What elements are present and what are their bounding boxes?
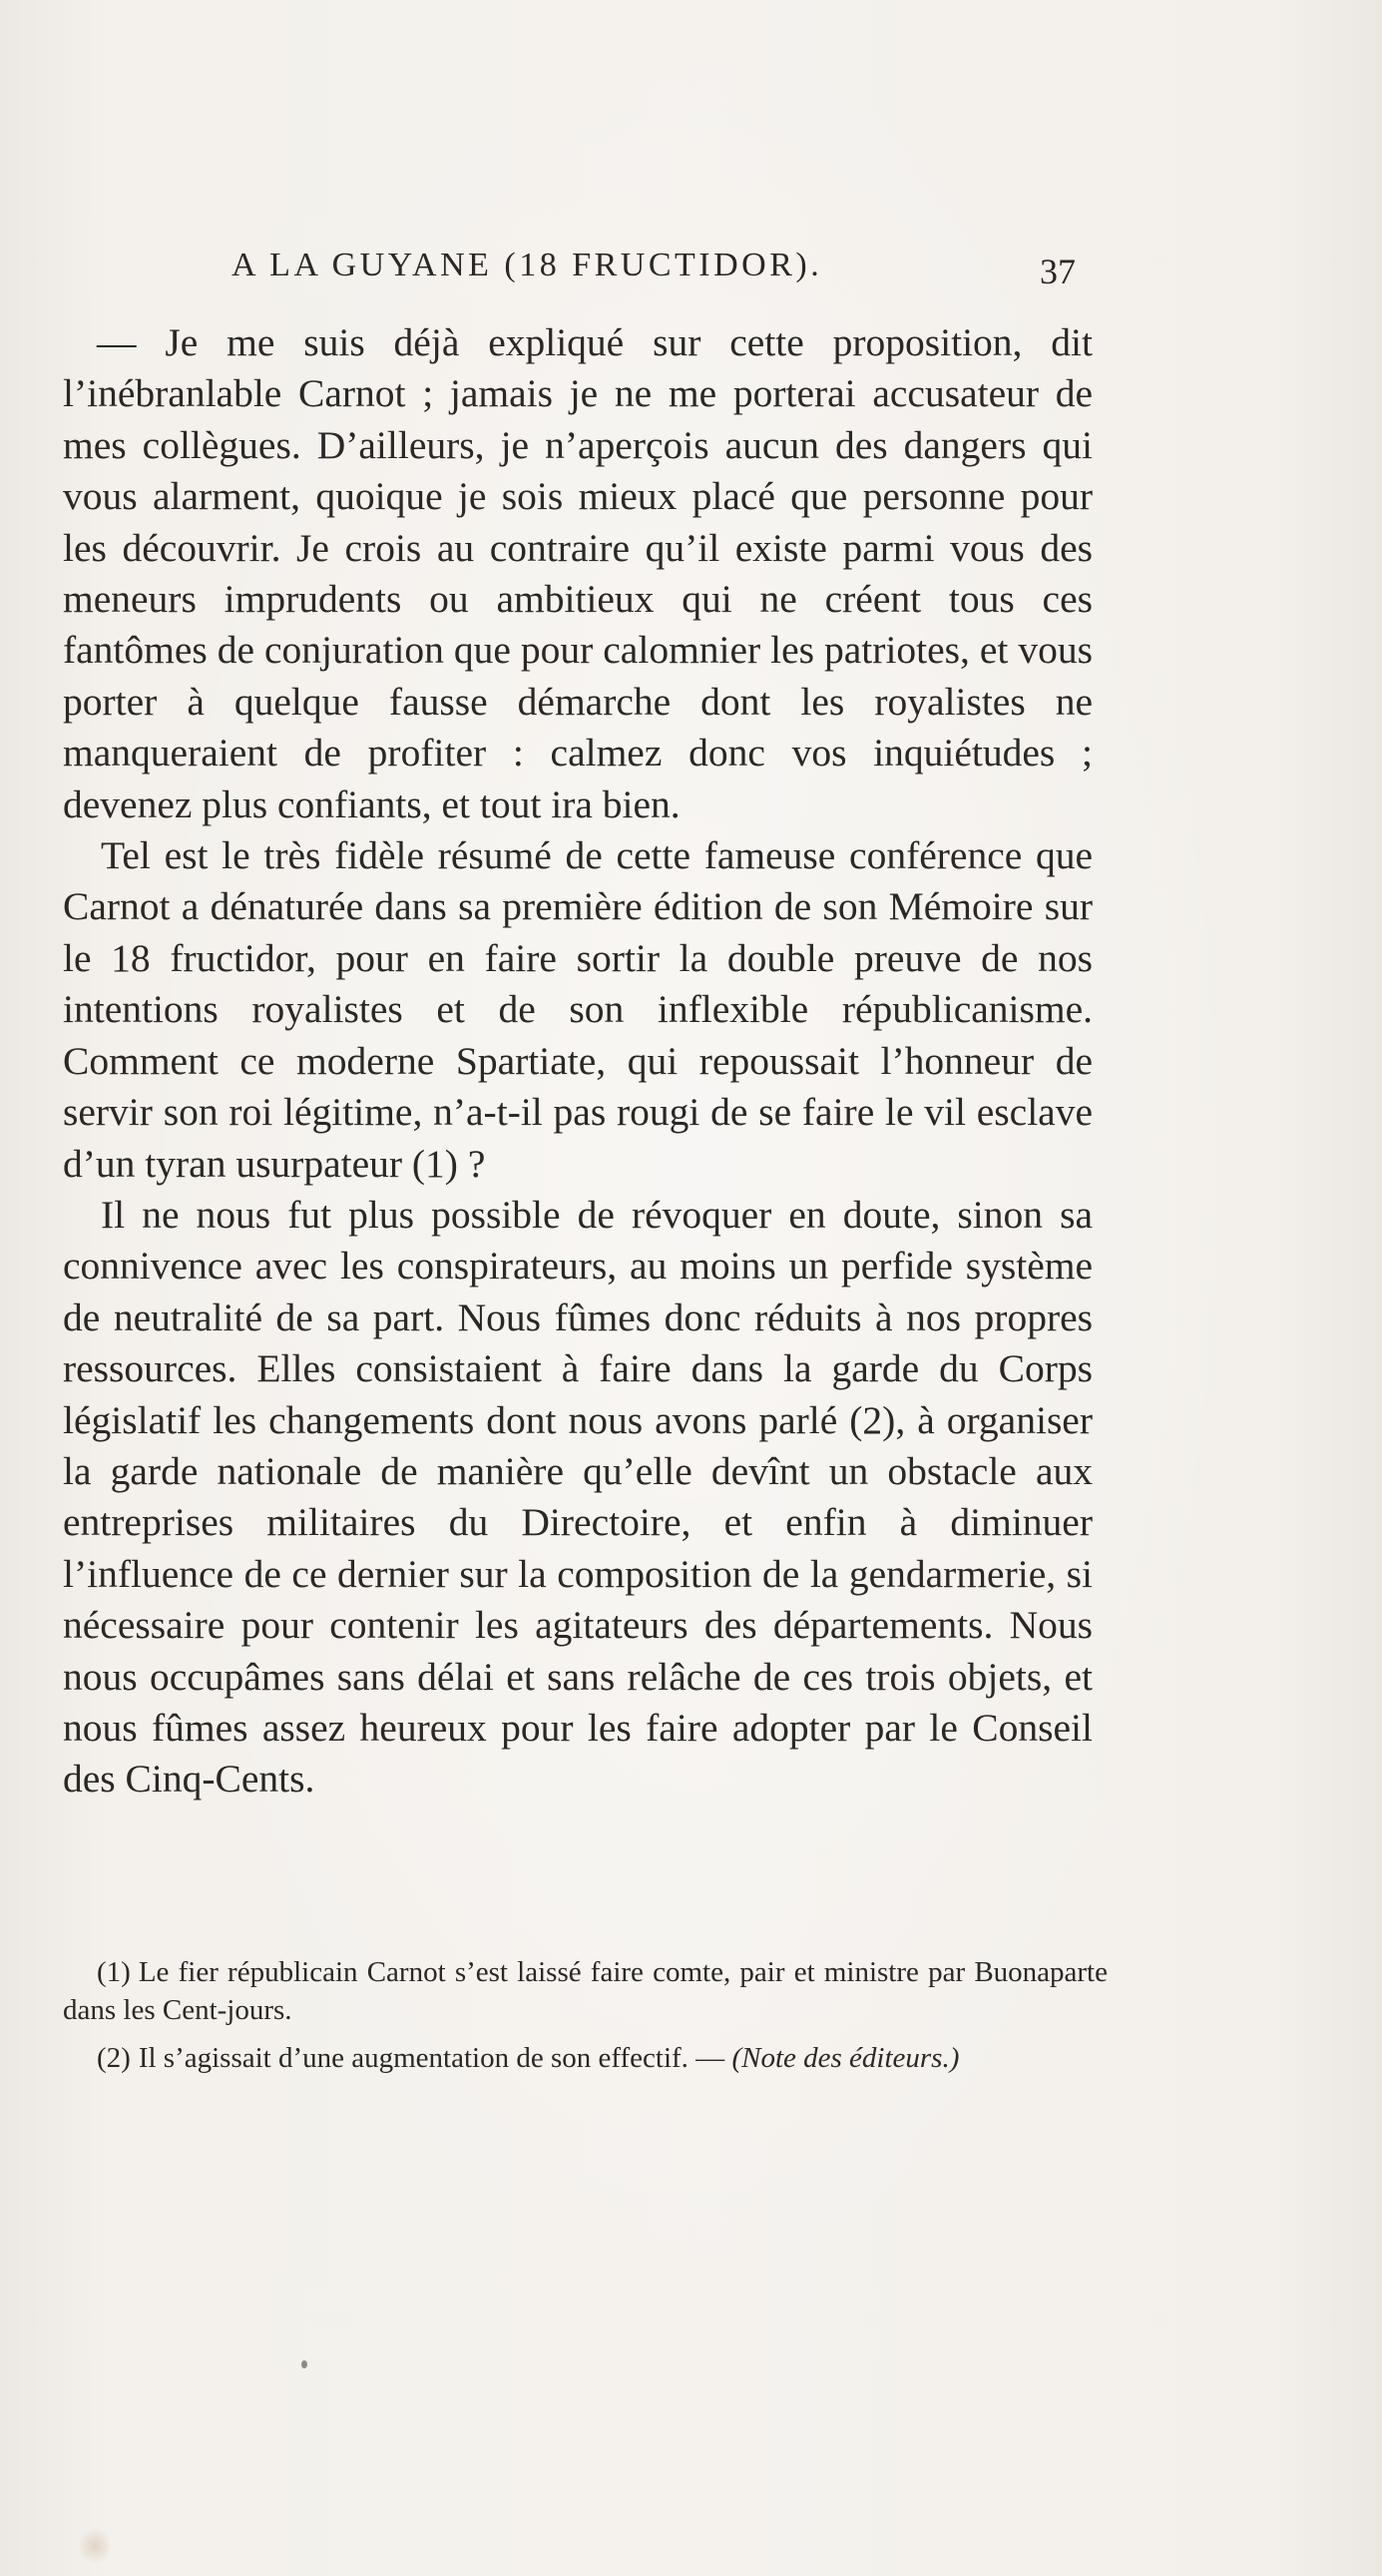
footnote-1 (63, 1953, 1108, 2029)
paragraph-carnot-reply: — Je me suis déjà expliqué sur cette proposition, dit l’inébranlable Carnot ; jamais je ne me porterai accusateur de mes collègues. D’ailleurs, je n’aperçois aucun des dangers qui vous alarment, quoique je sois mieux placé que personne pour les découvrir. Je crois au contraire qu’il existe parmi vous des meneurs imprudents ou ambitieux qui ne créent tous ces fantômes de conjuration que pour calomnier les patriotes, et vous porter à quelque fausse démarche dont les royalistes ne manqueraient de profiter : calmez donc vos inquiétudes ; devenez plus confiants, et tout ira bien. (63, 320, 1093, 826)
body-text (63, 317, 1093, 1805)
paper-stain (80, 2525, 110, 2567)
ink-speck (301, 2360, 307, 2368)
footnote-1-marker: (1) (97, 1956, 131, 1988)
footnotes (63, 1953, 1108, 2087)
footnote-2-marker: (2) (97, 2042, 131, 2074)
footnote-1-text: Le fier républicain Carnot s’est laissé faire comte, pair et ministre par Buonaparte dans les Cent-jours. (63, 1956, 1108, 2026)
footnote-2-text: Il s’agissait d’une augmentation de son effectif. — (138, 2042, 725, 2074)
running-head (231, 247, 1076, 296)
running-title: A LA GUYANE (18 FRUCTIDOR). (231, 247, 823, 283)
footnote-2 (63, 2039, 1108, 2077)
page-number: 37 (1040, 252, 1076, 291)
paragraph-own-resources: Il ne nous fut plus possible de révoquer en doute, sinon sa connivence avec les conspirateurs, au moins un perfide système de neutralité de sa part. Nous fûmes donc réduits à nos propres ressources. Elles consistaient à faire dans la garde du Corps législatif les changements dont nous avons parlé (2), à organiser la garde nationale de manière qu’elle devînt un obstacle aux entreprises militaires du Directoire, et enfin à diminuer l’influence de ce dernier sur la composition de la gendarmerie, si nécessaire pour contenir les agitateurs des départements. Nous nous occupâmes sans délai et sans relâche de ces trois objets, et nous fûmes assez heureux pour les faire adopter par le Conseil des Cinq-Cents. (63, 1192, 1093, 1802)
paragraph-conference-summary: Tel est le très fidèle résumé de cette fameuse conférence que Carnot a dénaturée dans sa première édition de son Mémoire sur le 18 fructidor, pour en faire sortir la double preuve de nos intentions royalistes et de son inflexible républicanisme. Comment ce moderne Spartiate, qui repoussait l’honneur de servir son roi légitime, n’a-t-il pas rougi de se faire le vil esclave d’un tyran usurpateur (1) ? (63, 833, 1093, 1186)
footnote-2-editors-note: (Note des éditeurs.) (731, 2042, 960, 2074)
